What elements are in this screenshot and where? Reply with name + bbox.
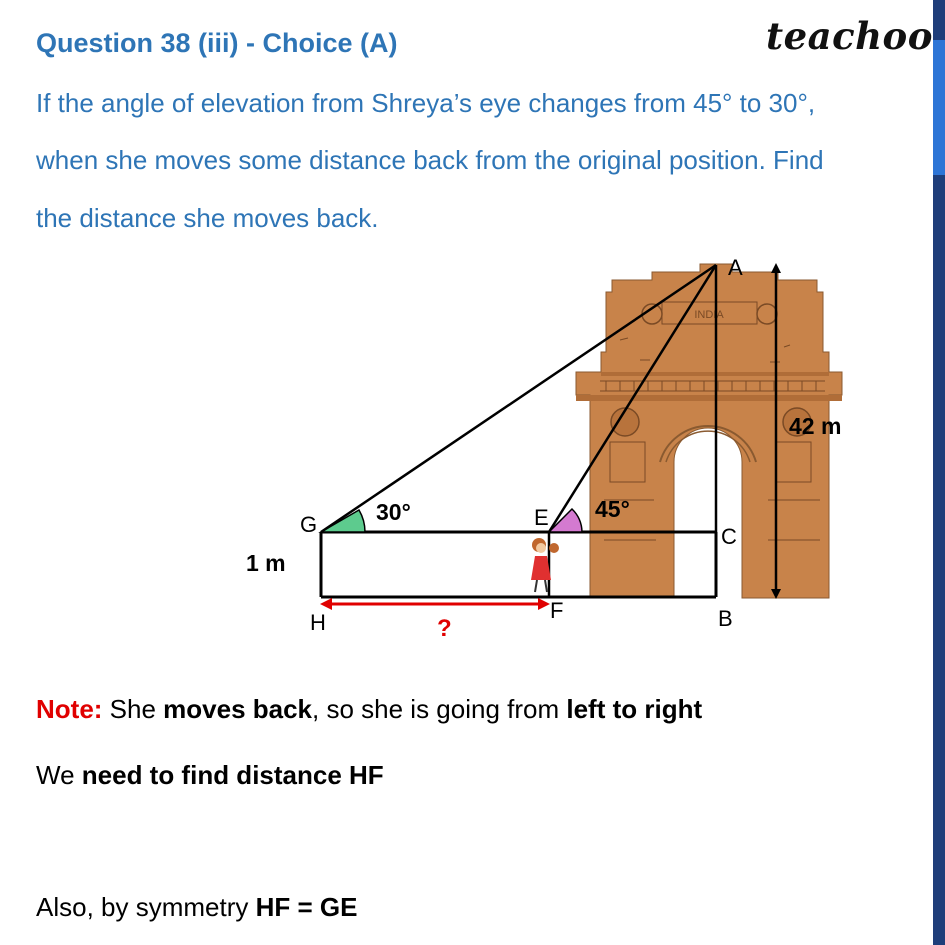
label-h: H	[310, 610, 326, 635]
question-title: Question 38 (iii) - Choice (A)	[36, 28, 398, 58]
label-a: A	[728, 255, 743, 280]
note-line	[36, 694, 702, 725]
unknown-distance-label: ?	[437, 615, 452, 642]
label-e: E	[534, 505, 549, 530]
note-label: Note:	[36, 694, 103, 724]
monument-inscription: INDIA	[694, 309, 724, 321]
shreya-figure	[531, 538, 559, 592]
angle-45-label: 45°	[595, 496, 630, 522]
question-line-1: If the angle of elevation from Shreya’s eye changes from 45° to 30°,	[36, 88, 816, 118]
symmetry-text: Also, by symmetry	[36, 892, 256, 922]
note-bold-2: left to right	[566, 694, 703, 724]
label-c: C	[721, 524, 737, 549]
label-f: F	[550, 598, 564, 623]
symmetry-line	[36, 892, 357, 923]
note-bold-1: moves back	[163, 694, 313, 724]
height-label: 42 m	[789, 413, 842, 439]
find-text: We	[36, 760, 82, 790]
label-b: B	[718, 606, 733, 631]
angle-45-sector	[549, 509, 582, 532]
question-line-2: when she moves some distance back from the original position. Find	[36, 145, 824, 175]
teachoo-logo: teachoo	[766, 14, 933, 58]
find-bold: need to find distance HF	[81, 760, 384, 790]
angle-30-label: 30°	[376, 499, 411, 525]
question-line-3: the distance she moves back.	[36, 203, 379, 233]
symmetry-bold: HF = GE	[255, 892, 358, 922]
label-g: G	[300, 512, 318, 537]
find-line	[36, 760, 384, 791]
note-text-2: , so she is going from	[312, 694, 567, 724]
note-text-1: She	[102, 694, 164, 724]
eye-height-label: 1 m	[246, 550, 286, 576]
